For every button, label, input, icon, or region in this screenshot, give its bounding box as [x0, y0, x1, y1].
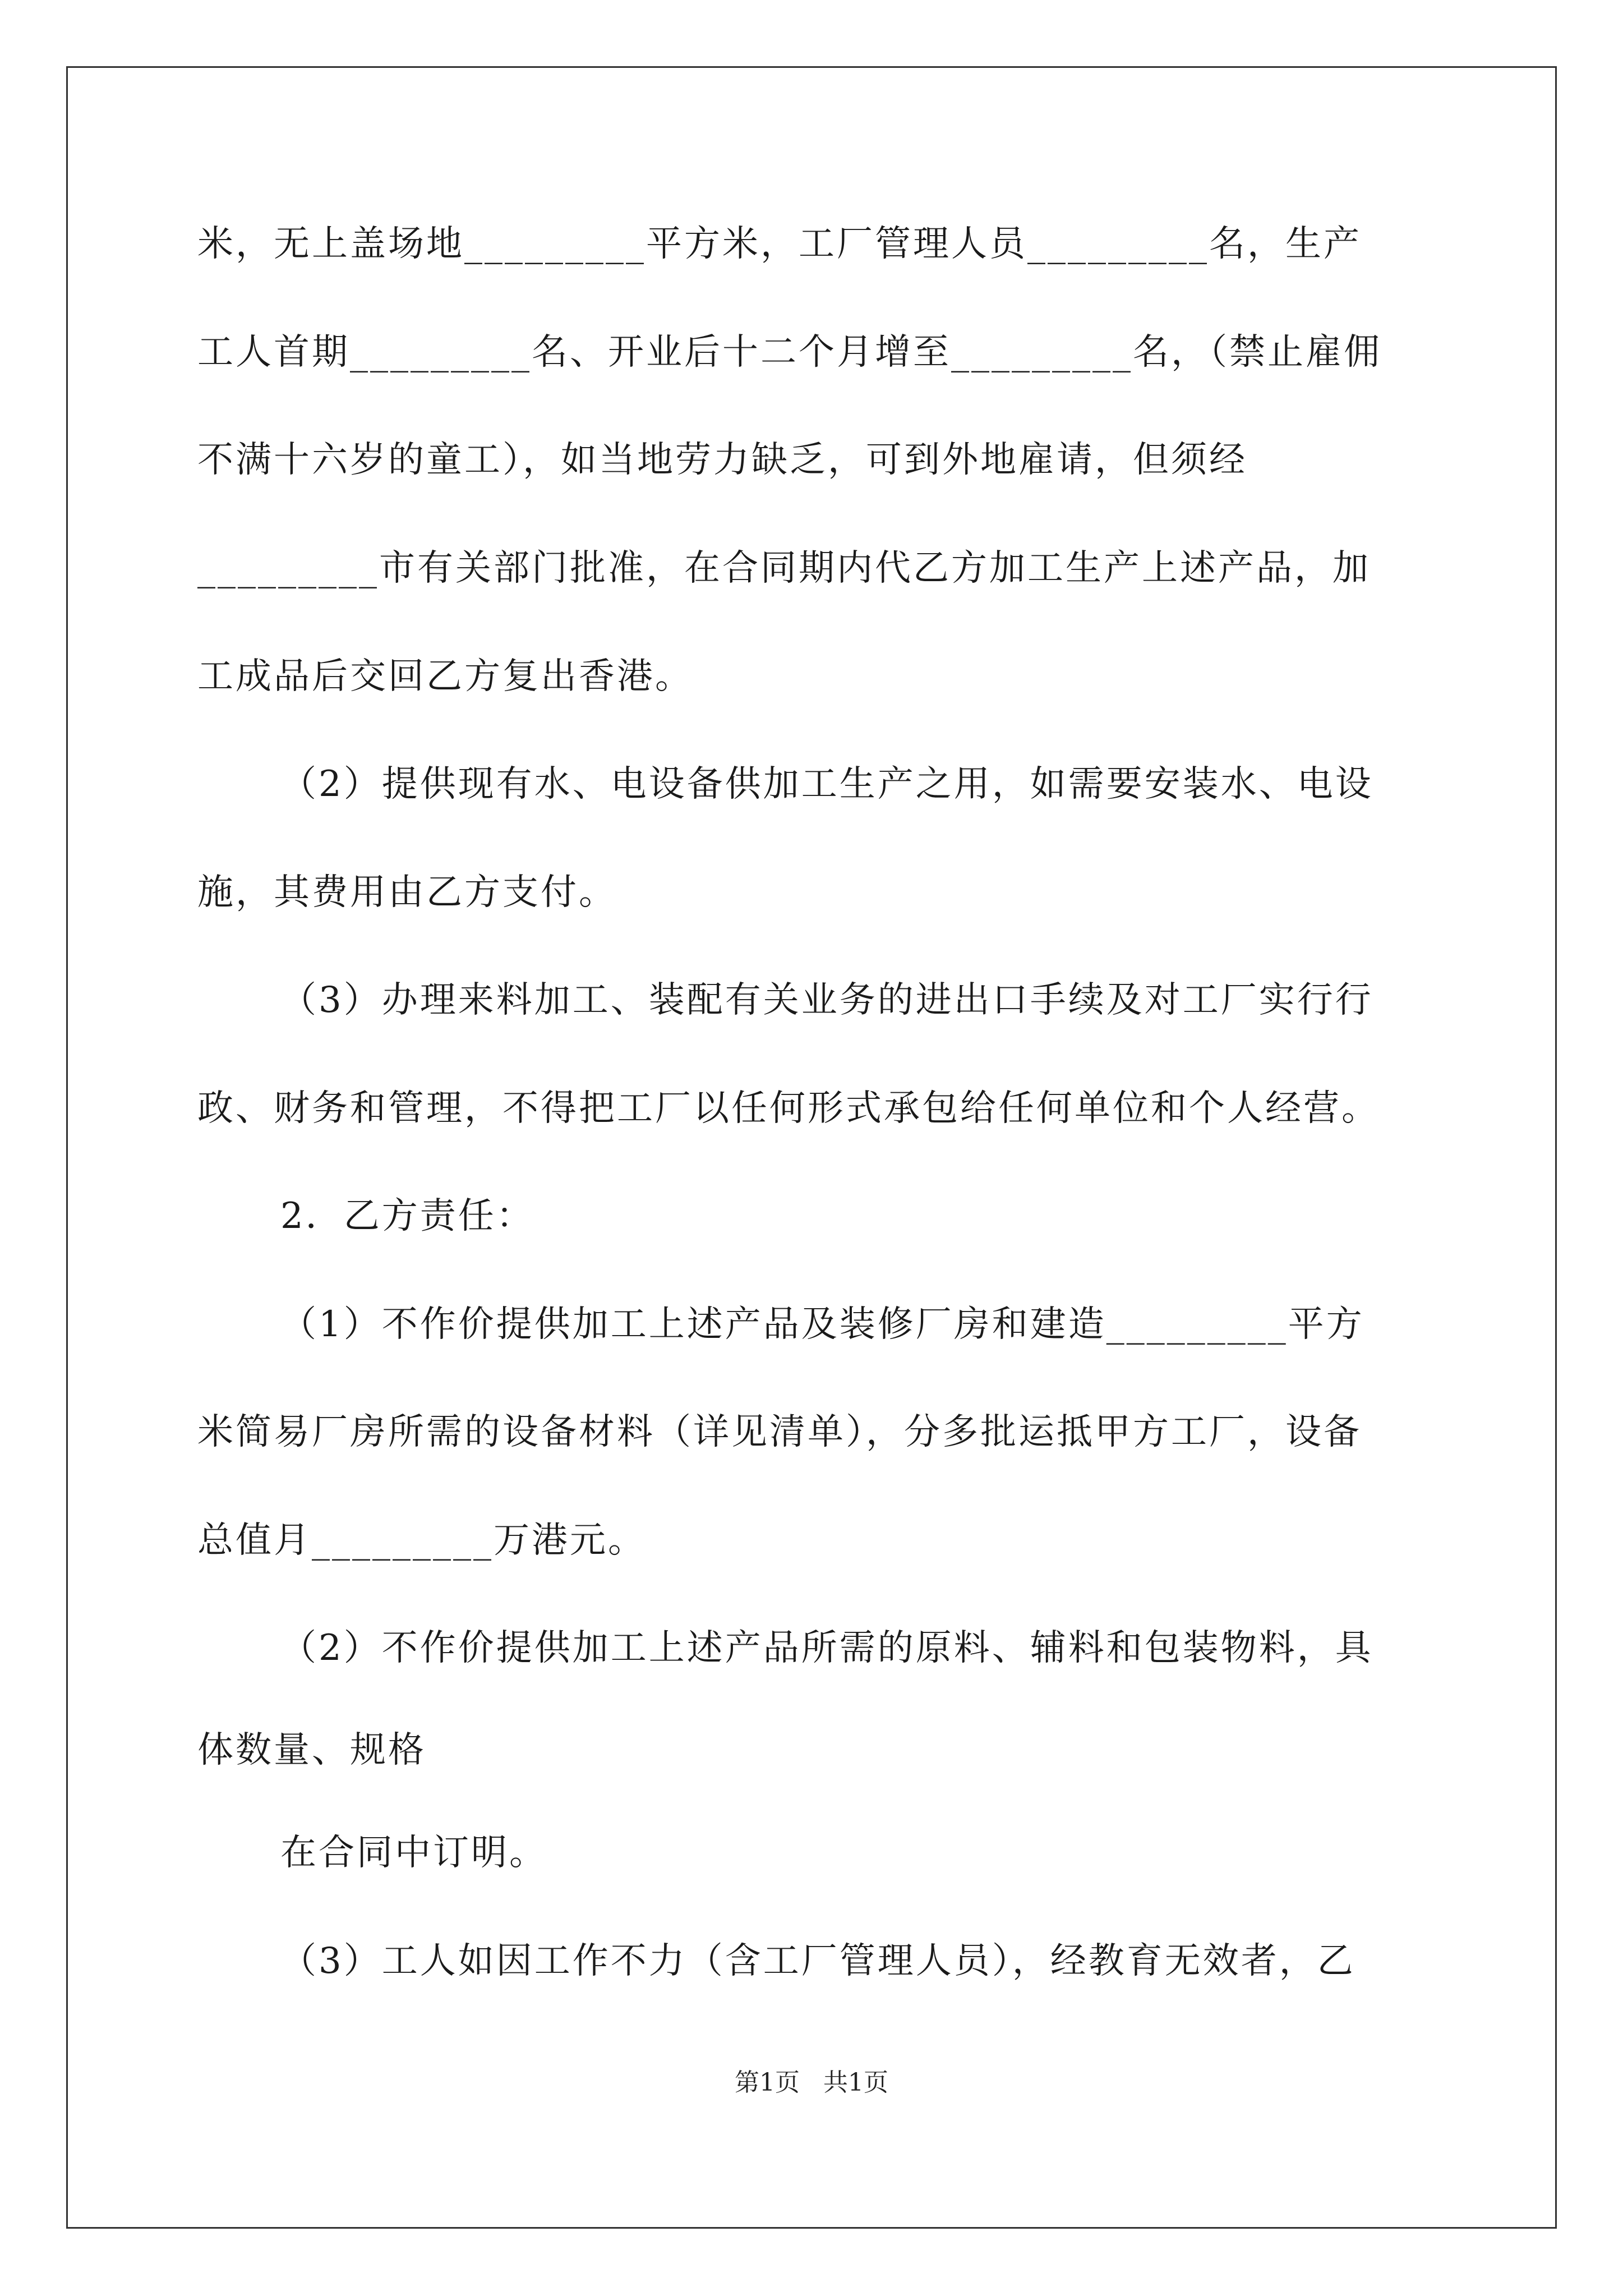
text-line: 总值月_________万港元。 [197, 1520, 646, 1561]
page-total: 共1页 [823, 2068, 888, 2097]
text-line: 在合同中订明。 [280, 1832, 547, 1874]
text-line: （3）办理来料加工、装配有关业务的进出口手续及对工厂实行行 [280, 979, 1373, 1021]
text-line: 工成品后交回乙方复出香港。 [197, 656, 693, 697]
text-line: （2）提供现有水、电设备供加工生产之用，如需要安装水、电设 [280, 763, 1373, 805]
text-line: 政、财务和管理，不得把工厂以任何形式承包给任何单位和个人经营。 [197, 1088, 1380, 1129]
text-line: 体数量、规格 [197, 1729, 426, 1771]
page-number: 第1页 [735, 2068, 800, 2097]
text-line: 不满十六岁的童工），如当地劳力缺乏，可到外地雇请，但须经 [197, 439, 1247, 481]
section-heading: 2．乙方责任： [280, 1195, 534, 1237]
text-line: _________市有关部门批准，在合同期内代乙方加工生产上述产品，加 [197, 547, 1371, 589]
page-frame [66, 66, 1557, 2229]
text-line: 施，其费用由乙方支付。 [197, 872, 617, 913]
page-footer [0, 2067, 1623, 2099]
text-line: 米简易厂房所需的设备材料（详见清单），分多批运抵甲方工厂，设备 [197, 1411, 1362, 1453]
text-line: 工人首期_________名、开业后十二个月增至_________名，（禁止雇佣 [197, 332, 1382, 373]
text-line: （3）工人如因工作不力（含工厂管理人员），经教育无效者，乙 [280, 1940, 1355, 1982]
text-line: （2）不作价提供加工上述产品所需的原料、辅料和包装物料，具 [280, 1627, 1373, 1669]
text-line: （1）不作价提供加工上述产品及装修厂房和建造_________平方 [280, 1304, 1364, 1345]
text-line: 米，无上盖场地_________平方米，工厂管理人员_________名，生产 [197, 223, 1362, 265]
